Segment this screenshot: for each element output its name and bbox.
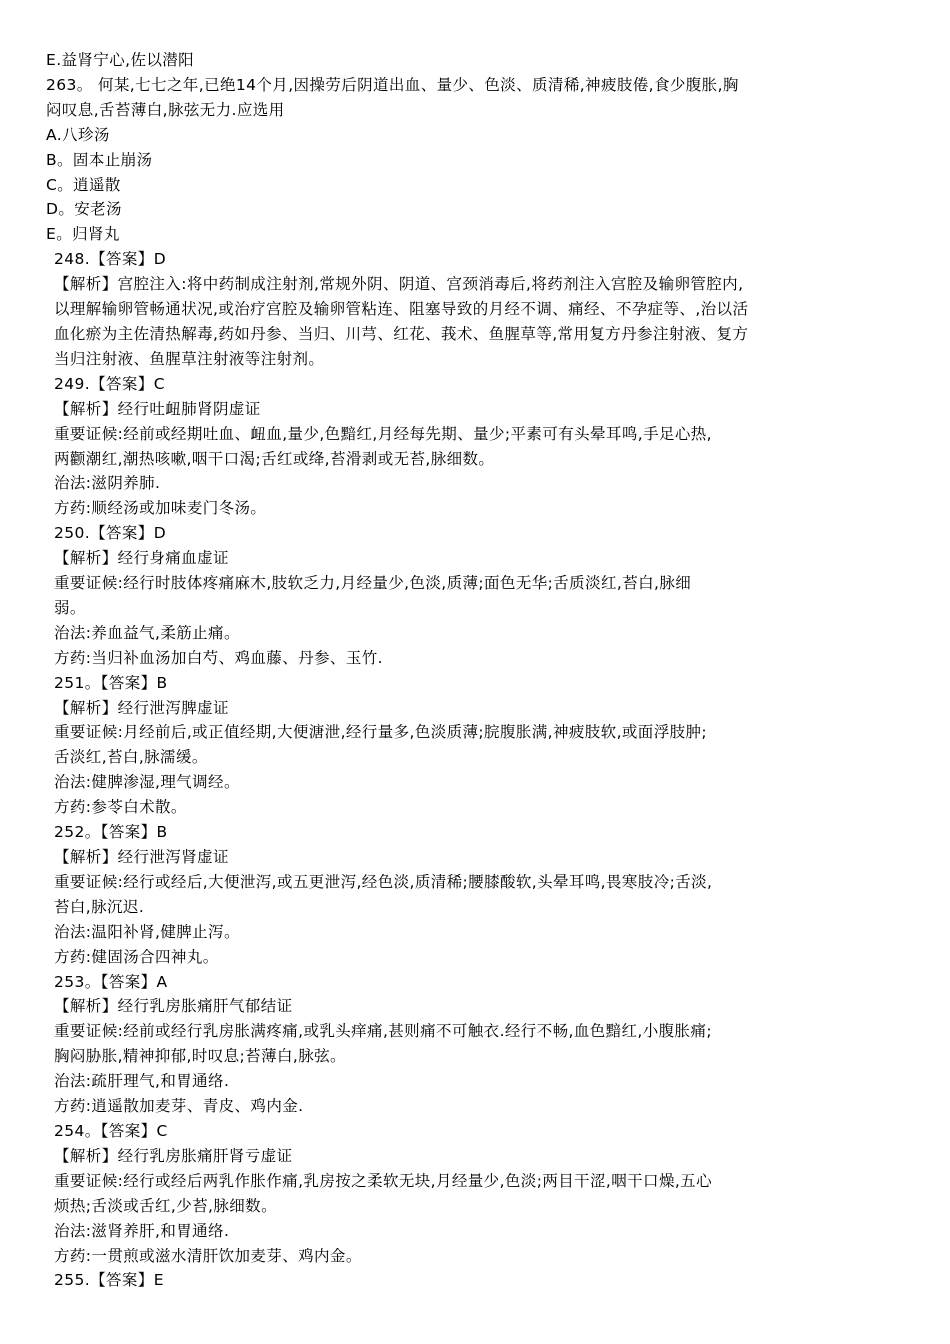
text-line: 263。 何某,七七之年,已绝14个月,因操劳后阴道出血、量少、色淡、质清稀,神疲肢倦,食少腹胀,胸 [46, 75, 739, 94]
text-line: D。安老汤 [46, 200, 122, 219]
text-line: 方药:逍遥散加麦芽、青皮、鸡内金. [54, 1097, 304, 1116]
text-line: 【解析】宫腔注入:将中药制成注射剂,常规外阴、阴道、宫颈消毒后,将药剂注入宫腔及输卵管腔内, [54, 275, 744, 294]
text-line: 【解析】经行乳房胀痛肝气郁结证 [54, 997, 293, 1016]
text-line: 苔白,脉沉迟. [54, 897, 145, 916]
text-line: 重要证候:经行或经后两乳作胀作痛,乳房按之柔软无块,月经量少,色淡;两目干涩,咽干口燥,五心 [54, 1171, 712, 1190]
text-line: 弱。 [54, 598, 86, 617]
text-line: C。逍遥散 [46, 175, 121, 194]
text-line: 249.【答案】C [54, 374, 165, 393]
text-line: 254。【答案】C [54, 1121, 168, 1140]
text-line: 方药:参苓白术散。 [54, 798, 187, 817]
text-line: 胸闷胁胀,精神抑郁,时叹息;苔薄白,脉弦。 [54, 1047, 346, 1066]
text-line: 【解析】经行泄泻脾虚证 [54, 698, 229, 717]
text-line: 治法:滋肾养肝,和胃通络. [54, 1221, 230, 1240]
text-line: 治法:疏肝理气,和胃通络. [54, 1072, 230, 1091]
text-line: 252。【答案】B [54, 823, 168, 842]
text-line: 治法:滋阴养肺. [54, 474, 161, 493]
text-line: 当归注射液、鱼腥草注射液等注射剂。 [54, 349, 325, 368]
text-line: 舌淡红,苔白,脉濡缓。 [54, 748, 208, 767]
text-line: 重要证候:经行时肢体疼痛麻木,肢软乏力,月经量少,色淡,质薄;面色无华;舌质淡红,苔白,脉细 [54, 574, 692, 593]
text-line: 【解析】经行泄泻肾虚证 [54, 848, 229, 866]
text-line: 重要证候:月经前后,或正值经期,大便溏泄,经行量多,色淡质薄;脘腹胀满,神疲肢软,或面浮肢肿; [54, 723, 708, 742]
text-line: 血化瘀为主佐清热解毒,药如丹参、当归、川芎、红花、莪术、鱼腥草等,常用复方丹参注射液、复方 [54, 324, 749, 343]
text-line: E。归肾丸 [46, 225, 120, 244]
text-line: 【解析】经行吐衄肺肾阴虚证 [54, 399, 261, 418]
text-line: 方药:顺经汤或加味麦门冬汤。 [54, 499, 267, 518]
text-line: 方药:一贯煎或滋水清肝饮加麦芽、鸡内金。 [54, 1246, 362, 1265]
text-line: 253。【答案】A [54, 972, 168, 991]
text-line: 248.【答案】D [54, 250, 167, 269]
text-line: 闷叹息,舌苔薄白,脉弦无力.应选用 [46, 100, 285, 119]
text-line: 治法:养血益气,柔筋止痛。 [54, 623, 240, 642]
text-line: 【解析】经行乳房胀痛肝肾亏虚证 [54, 1146, 293, 1165]
text-line: 治法:温阳补肾,健脾止泻。 [54, 922, 240, 941]
text-line: 方药:健固汤合四神丸。 [54, 947, 219, 966]
text-line: 250.【答案】D [54, 524, 167, 543]
text-line: 重要证候:经前或经期吐血、衄血,量少,色黯红,月经每先期、量少;平素可有头晕耳鸣,手足心热, [54, 424, 712, 443]
text-line: 治法:健脾渗湿,理气调经。 [54, 773, 240, 792]
text-line: E.益肾宁心,佐以潜阳 [46, 51, 195, 69]
text-line: A.八珍汤 [46, 125, 110, 144]
text-line: 251。【答案】B [54, 673, 168, 692]
text-line: 以理解输卵管畅通状况,或治疗宫腔及输卵管粘连、阻塞导致的月经不调、痛经、不孕症等、,治以活 [54, 300, 749, 319]
text-line: 255.【答案】E [54, 1271, 164, 1290]
text-line: B。固本止崩汤 [46, 150, 153, 169]
text-line: 两颧潮红,潮热咳嗽,咽干口渴;舌红或绛,苔滑剥或无苔,脉细数。 [54, 449, 495, 468]
text-line: 烦热;舌淡或舌红,少苔,脉细数。 [54, 1196, 277, 1215]
text-line: 方药:当归补血汤加白芍、鸡血藤、丹参、玉竹. [54, 648, 383, 667]
text-line: 【解析】经行身痛血虚证 [54, 549, 229, 568]
text-line: 重要证候:经前或经行乳房胀满疼痛,或乳头痒痛,甚则痛不可触衣.经行不畅,血色黯红,小腹胀痛; [54, 1022, 712, 1041]
text-line: 重要证候:经行或经后,大便泄泻,或五更泄泻,经色淡,质清稀;腰膝酸软,头晕耳鸣,畏寒肢冷;舌淡, [54, 872, 713, 891]
